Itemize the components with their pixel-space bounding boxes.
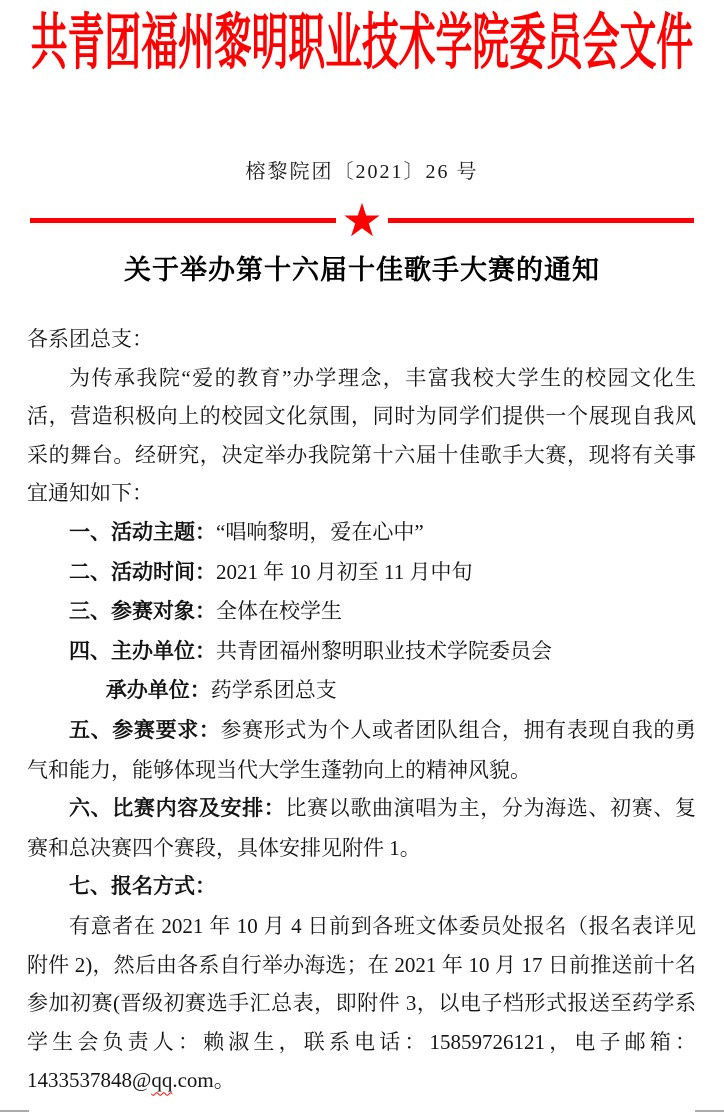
paragraph [27, 592, 696, 632]
bold-label: 六、比赛内容及安排： [69, 797, 286, 821]
paragraph [27, 553, 696, 593]
page-corner-mark-right [695, 1110, 724, 1112]
paragraph [27, 671, 696, 711]
bold-label: 五、参赛要求： [69, 718, 221, 742]
text-segment: “唱响黎明，爱在心中” [216, 519, 424, 544]
text-segment: 2021 年 10 月初至 11 月中旬 [216, 559, 473, 584]
text-segment: .com。 [172, 1068, 235, 1093]
paragraph [27, 711, 696, 789]
paragraph [27, 359, 696, 513]
document-number: 榕黎院团〔2021〕26 号 [245, 161, 479, 183]
bold-label: 三、参赛对象： [69, 600, 216, 624]
paragraph [27, 907, 696, 1100]
letterhead [0, 10, 724, 84]
bold-label: 一、活动主题： [69, 520, 216, 544]
paragraph [27, 867, 696, 907]
red-divider [30, 193, 694, 247]
text-segment: 共青团福州黎明职业技术学院委员会 [216, 638, 552, 663]
text-segment: 参赛形式为个人或者团队组合，拥有表现自我的勇气和能力，能够体现当代大学生蓬勃向上的精神风貌。 [27, 717, 696, 782]
text-segment: 有意者在 2021 年 10 月 4 日前到各班文体委员处报名（报名表详见附件 2)，然后由各系自行举办海选；在 2021 年 10 月 17 日前推送前十名参加初赛(晋级初赛选手汇总表，即附件 3，以电子档形式报送至药学系学生会负责人：赖淑生，联系电话：15859726121，电子邮箱：1433537848@ [27, 913, 696, 1093]
notice-title: 关于举办第十六届十佳歌手大赛的通知 [124, 255, 600, 285]
paragraph [27, 632, 696, 672]
letterhead-title: 共青团福州黎明职业技术学院委员会文件 [30, 10, 694, 77]
paragraph [27, 320, 696, 359]
bold-label: 承办单位： [105, 679, 211, 703]
bold-label: 七、报名方式： [69, 875, 216, 899]
divider-line-left [30, 218, 336, 223]
page-corner-mark-left [0, 1110, 29, 1112]
text-segment: 药学系团总支 [210, 678, 337, 703]
text-segment: 全体在校学生 [216, 599, 342, 624]
bold-label: 二、活动时间： [69, 560, 216, 584]
paragraph [27, 513, 696, 553]
text-segment: 各系团总支： [27, 327, 153, 351]
text-segment: 为传承我院“爱的教育”办学理念，丰富我校大学生的校园文化生活，营造积极向上的校园文化氛围，同时为同学们提供一个展现自我风采的舞台。经研究，决定举办我院第十六届十佳歌手大赛，现将有关事宜通知如下： [27, 365, 696, 506]
spellcheck-underlined-text: qq [151, 1068, 173, 1093]
star-icon: ★ [341, 193, 383, 247]
paragraph [27, 789, 696, 867]
text-segment: 比赛以歌曲演唱为主，分为海选、初赛、复赛和总决赛四个赛段，具体安排见附件 1。 [27, 796, 697, 860]
document-body [27, 320, 696, 1100]
bold-label: 四、主办单位： [69, 639, 216, 663]
divider-line-right [388, 218, 694, 223]
